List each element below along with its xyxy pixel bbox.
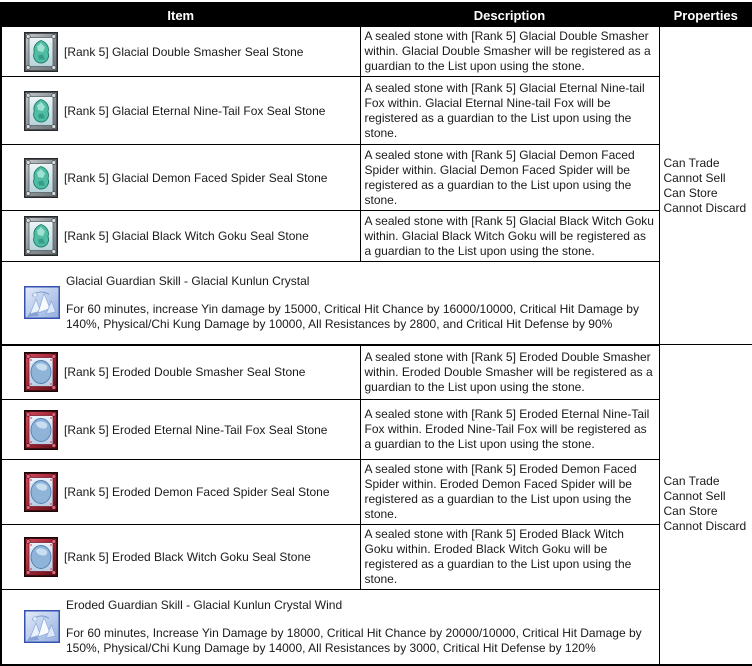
table-row (1, 525, 752, 590)
properties-cell (659, 345, 752, 665)
glacial-seal-stone-icon (24, 216, 58, 256)
guardian-skill-cell (1, 262, 659, 345)
table-row (1, 211, 752, 262)
eroded-guardian-skill-icon (24, 610, 60, 643)
table-row (1, 460, 752, 525)
table-row (1, 145, 752, 211)
item-name: [Rank 5] Eroded Double Smasher Seal Stone (64, 365, 306, 380)
item-cell (1, 460, 360, 525)
property-line: Cannot Discard (663, 519, 747, 534)
item-cell (1, 400, 360, 460)
item-cell (1, 345, 360, 400)
glacial-seal-stone-icon (24, 158, 58, 198)
guardian-skill-cell (1, 590, 659, 665)
item-table (0, 2, 752, 666)
item-description: A sealed stone with [Rank 5] Eroded Demon Faced Spider within. Eroded Demon Faced Spider will be registered as a guardian to the List upon using the stone. (360, 460, 659, 525)
item-name: [Rank 5] Glacial Double Smasher Seal Stone (64, 44, 304, 59)
column-header-properties: Properties (659, 3, 752, 27)
item-name: [Rank 5] Eroded Black Witch Goku Seal Stone (64, 550, 311, 564)
properties-cell (659, 27, 752, 345)
table-row (1, 77, 752, 145)
eroded-seal-stone-icon (24, 537, 58, 577)
glacial-guardian-skill-icon (24, 286, 60, 319)
item-description: A sealed stone with [Rank 5] Glacial Double Smasher within. Glacial Double Smasher will be registered as a guardian to the List upon using the stone. (360, 27, 659, 77)
property-line: Can Store (663, 185, 718, 200)
item-description: A sealed stone with [Rank 5] Glacial Black Witch Goku within. Glacial Black Witch Goku will be registered as a guardian to the List upon using the stone. (360, 211, 659, 262)
item-name: [Rank 5] Glacial Black Witch Goku Seal Stone (64, 229, 309, 243)
item-cell (1, 525, 360, 590)
item-description: A sealed stone with [Rank 5] Glacial Demon Faced Spider within. Glacial Demon Faced Spider will be registered as a guardian to the List upon using the stone. (360, 145, 659, 211)
skill-description: For 60 minutes, Increase Yin Damage by 18000, Critical Hit Chance by 20000/10000, Critical Hit Damage by 150%, Physical/Chi Kung Damage by 14000, All Resistances by 3000, Critical Hit Defense by 120% (66, 625, 642, 655)
glacial-seal-stone-icon (24, 91, 58, 131)
item-description: A sealed stone with [Rank 5] Glacial Eternal Nine-tail Fox within. Glacial Eternal Nine-tail Fox will be registered as a guardian to the List upon using the stone. (360, 77, 659, 145)
item-description: A sealed stone with [Rank 5] Eroded Double Smasher within. Eroded Double Smasher will be registered as a guardian to the List upon using the stone. (360, 345, 659, 400)
eroded-seal-stone-icon (24, 352, 58, 392)
column-header-description: Description (360, 3, 659, 27)
item-description: A sealed stone with [Rank 5] Eroded Black Witch Goku within. Eroded Black Witch Goku will be registered as a guardian to the List upon using the stone. (360, 525, 659, 590)
property-line: Can Trade (663, 155, 720, 170)
property-line: Cannot Discard (663, 200, 747, 215)
guardian-skill-row (1, 590, 752, 665)
property-line: Can Store (663, 504, 718, 519)
glacial-seal-stone-icon (24, 32, 58, 72)
header-row (1, 3, 752, 27)
table-row (1, 345, 752, 400)
table-row (1, 27, 752, 77)
item-name: [Rank 5] Glacial Demon Faced Spider Seal Stone (64, 170, 328, 185)
eroded-seal-stone-icon (24, 472, 58, 512)
skill-description: For 60 minutes, increase Yin damage by 15000, Critical Hit Chance by 16000/10000, Critical Hit Damage by 140%, Physical/Chi Kung Damage by 10000, All Resistances by 2800, and Critical Hit Defense by 90% (66, 301, 639, 331)
guardian-skill-row (1, 262, 752, 345)
item-name: [Rank 5] Eroded Demon Faced Spider Seal Stone (64, 485, 330, 499)
table-row (1, 400, 752, 460)
item-cell (1, 211, 360, 262)
item-name: [Rank 5] Eroded Eternal Nine-Tail Fox Seal Stone (64, 422, 328, 437)
item-cell (1, 77, 360, 145)
property-line: Can Trade (663, 474, 720, 489)
column-header-item: Item (1, 3, 360, 27)
item-cell (1, 27, 360, 77)
eroded-seal-stone-icon (24, 410, 58, 450)
skill-title: Eroded Guardian Skill - Glacial Kunlun Crystal Wind (66, 597, 343, 612)
item-cell (1, 145, 360, 211)
skill-title: Glacial Guardian Skill - Glacial Kunlun Crystal (66, 273, 310, 288)
item-name: [Rank 5] Glacial Eternal Nine-Tail Fox Seal Stone (64, 103, 326, 118)
property-line: Cannot Sell (663, 170, 726, 185)
item-description: A sealed stone with [Rank 5] Eroded Eternal Nine-Tail Fox within. Eroded Nine-Tail Fox will be registered as a guardian to the List upon using the stone. (360, 400, 659, 460)
property-line: Cannot Sell (663, 489, 726, 504)
